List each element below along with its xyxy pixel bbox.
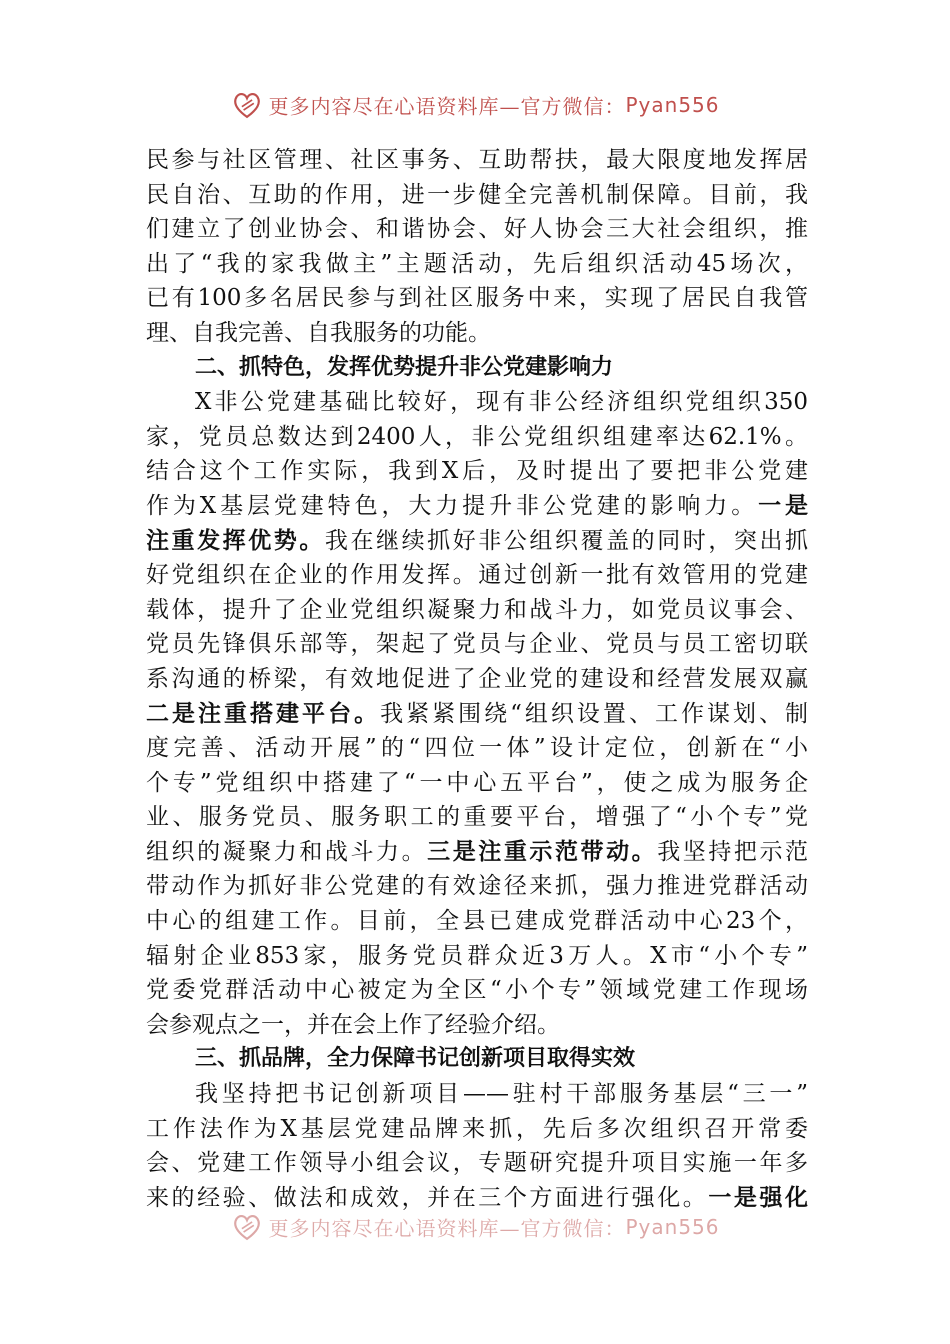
watermark-handle: Pyan556 (625, 1215, 720, 1239)
bold-run: 三是注重示范带动。 (427, 838, 658, 865)
text-run: 我坚持把示范 (657, 838, 808, 865)
text-line: 会参观点之一，并在会上作了经验介绍。 (146, 1011, 560, 1038)
text-line (146, 524, 808, 559)
watermark-handle: Pyan556 (625, 93, 720, 117)
text-line: 我坚持把书记创新项目——驻村干部服务基层“三一” (195, 1081, 808, 1108)
bold-run: 一是 (758, 492, 808, 519)
text-line (146, 697, 808, 732)
text-line: 个专”党组织中搭建了“一中心五平台”，使之成为服务企 (146, 769, 808, 796)
text-run: 我紧紧围绕“组织设置、工作谋划、制 (380, 700, 808, 727)
bold-run: 注重发挥优势。 (146, 527, 325, 554)
section-heading-3: 三、抓品牌，全力保障书记创新项目取得实效 (195, 1046, 636, 1072)
watermark-footer (0, 1210, 950, 1244)
document-body (146, 143, 808, 1215)
bold-run: 二是注重搭建平台。 (146, 700, 381, 727)
text-line: 党员先锋俱乐部等，架起了党员与企业、党员与员工密切联 (146, 631, 808, 658)
text-line: 理、自我完善、自我服务的功能。 (146, 319, 491, 346)
text-line: 结合这个工作实际，我到X后，及时提出了要把非公党建 (146, 458, 808, 485)
text-line: 系沟通的桥梁，有效地促进了企业党的建设和经营发展双赢 (146, 665, 808, 692)
text-line: 辐射企业853家，服务党员群众近3万人。X市“小个专” (146, 942, 808, 969)
text-line: 党委党群活动中心被定为全区“小个专”领域党建工作现场 (146, 977, 808, 1004)
heart-logo-icon (230, 1210, 264, 1244)
section-heading-2: 二、抓特色，发挥优势提升非公党建影响力 (195, 354, 614, 380)
text-line: 已有100多名居民参与到社区服务中来，实现了居民自我管 (146, 285, 808, 312)
text-line: 民参与社区管理、社区事务、互助帮扶，最大限度地发挥居 (146, 147, 808, 173)
heart-logo-icon (230, 88, 264, 122)
text-line: 会、党建工作领导小组会议，专题研究提升项目实施一年多 (146, 1150, 808, 1177)
text-run: 组织的凝聚力和战斗力。 (146, 838, 428, 865)
watermark-text: 更多内容尽在心语资料库—官方微信： (268, 1216, 626, 1241)
text-line: 度完善、活动开展”的“四位一体”设计定位，创新在“小 (146, 735, 808, 762)
watermark-text: 更多内容尽在心语资料库—官方微信： (268, 94, 626, 119)
text-line (146, 489, 808, 524)
watermark-header (0, 88, 950, 122)
bold-run: 一是强化 (708, 1184, 808, 1211)
text-line: 带动作为抓好非公党建的有效途径来抓，强力推进党群活动 (146, 873, 808, 900)
text-line (146, 835, 808, 870)
text-line: 业、服务党员、服务职工的重要平台，增强了“小个专”党 (146, 804, 808, 831)
text-line: 好党组织在企业的作用发挥。通过创新一批有效管用的党建 (146, 562, 808, 589)
text-line: 出了“我的家我做主”主题活动，先后组织活动45场次， (146, 250, 808, 277)
text-run: 作为X基层党建特色，大力提升非公党建的影响力。 (146, 492, 759, 519)
text-line: 家，党员总数达到2400人，非公党组织组建率达62.1%。 (146, 423, 808, 450)
text-run: 来的经验、做法和成效，并在三个方面进行强化。 (146, 1184, 709, 1211)
text-line: 们建立了创业协会、和谐协会、好人协会三大社会组织，推 (146, 216, 808, 243)
text-run: 我在继续抓好非公组织覆盖的同时，突出抓 (324, 527, 808, 554)
text-line: 载体，提升了企业党组织凝聚力和战斗力，如党员议事会、 (146, 596, 808, 623)
text-line: 中心的组建工作。目前，全县已建成党群活动中心23个， (146, 908, 808, 935)
text-line: 民自治、互助的作用，进一步健全完善机制保障。目前，我 (146, 181, 808, 208)
text-line: 工作法作为X基层党建品牌来抓，先后多次组织召开常委 (146, 1115, 808, 1142)
text-line: X非公党建基础比较好，现有非公经济组织党组织350 (195, 389, 808, 416)
